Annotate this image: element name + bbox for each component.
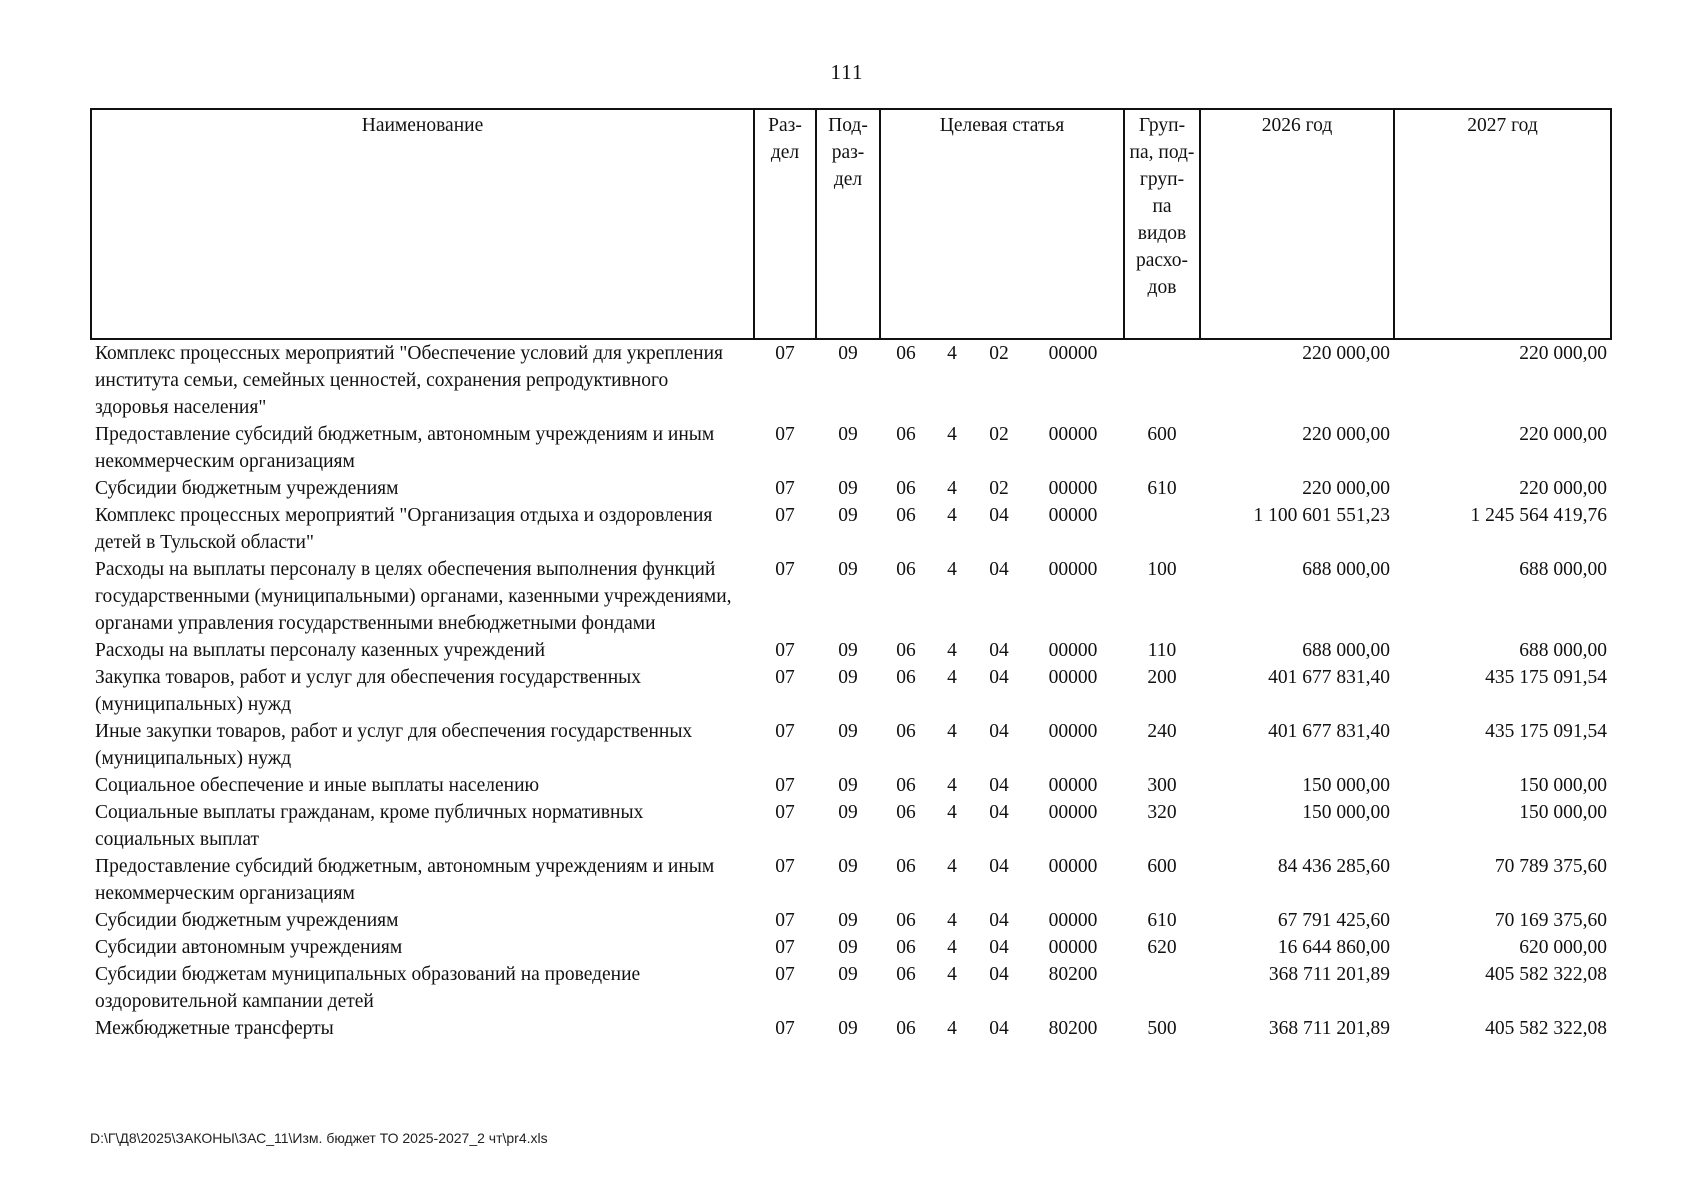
target-article-ts2: 4 bbox=[947, 505, 957, 526]
target-article-parts bbox=[882, 664, 1122, 691]
target-article-ts1: 06 bbox=[896, 478, 916, 499]
target-article-ts4: 00000 bbox=[1048, 667, 1098, 688]
row-podrazdel: 09 bbox=[838, 424, 858, 445]
row-podrazdel: 09 bbox=[838, 856, 858, 877]
row-expense-group bbox=[1124, 339, 1200, 421]
row-expense-group: 320 bbox=[1147, 802, 1177, 823]
row-razdel: 07 bbox=[775, 910, 795, 931]
row-razdel: 07 bbox=[775, 856, 795, 877]
row-name: Расходы на выплаты персоналу казенных учреждений bbox=[95, 640, 546, 661]
row-target-article bbox=[880, 637, 1124, 664]
row-target-article bbox=[880, 772, 1124, 799]
table-row bbox=[91, 421, 1611, 475]
row-name: Предоставление субсидий бюджетным, автономным учреждениям и иным некоммерческим организациям bbox=[95, 424, 715, 472]
row-expense-group: 600 bbox=[1147, 424, 1177, 445]
row-amount-2026: 368 711 201,89 bbox=[1268, 964, 1390, 985]
table-row bbox=[91, 664, 1611, 718]
target-article-ts2: 4 bbox=[947, 910, 957, 931]
row-amount-2026: 401 677 831,40 bbox=[1268, 721, 1390, 742]
row-name: Социальные выплаты гражданам, кроме публичных нормативных социальных выплат bbox=[95, 802, 644, 850]
row-razdel: 07 bbox=[775, 721, 795, 742]
target-article-ts3: 04 bbox=[989, 667, 1009, 688]
row-name: Межбюджетные трансферты bbox=[95, 1018, 334, 1039]
budget-table-container bbox=[90, 108, 1610, 1042]
row-amount-2027: 220 000,00 bbox=[1519, 424, 1607, 445]
row-podrazdel: 09 bbox=[838, 910, 858, 931]
table-body bbox=[91, 339, 1611, 1042]
row-amount-2027: 435 175 091,54 bbox=[1485, 667, 1607, 688]
row-razdel: 07 bbox=[775, 1018, 795, 1039]
row-target-article bbox=[880, 961, 1124, 1015]
target-article-ts3: 04 bbox=[989, 802, 1009, 823]
row-amount-2027: 70 169 375,60 bbox=[1494, 910, 1607, 931]
table-row bbox=[91, 1015, 1611, 1042]
row-razdel: 07 bbox=[775, 802, 795, 823]
target-article-ts2: 4 bbox=[947, 937, 957, 958]
target-article-ts4: 00000 bbox=[1048, 343, 1098, 364]
row-amount-2027: 150 000,00 bbox=[1519, 802, 1607, 823]
row-expense-group: 500 bbox=[1147, 1018, 1177, 1039]
row-razdel: 07 bbox=[775, 478, 795, 499]
row-amount-2026: 1 100 601 551,23 bbox=[1253, 505, 1390, 526]
target-article-ts2: 4 bbox=[947, 667, 957, 688]
row-podrazdel: 09 bbox=[838, 721, 858, 742]
row-razdel: 07 bbox=[775, 505, 795, 526]
target-article-ts2: 4 bbox=[947, 343, 957, 364]
row-target-article bbox=[880, 853, 1124, 907]
target-article-ts2: 4 bbox=[947, 802, 957, 823]
row-expense-group: 300 bbox=[1147, 775, 1177, 796]
target-article-ts3: 04 bbox=[989, 721, 1009, 742]
row-name: Комплекс процессных мероприятий "Обеспечение условий для укрепления института семьи, семейных ценностей, сохранения репродуктивного здоровья населения" bbox=[95, 343, 724, 418]
row-target-article bbox=[880, 934, 1124, 961]
target-article-ts1: 06 bbox=[896, 667, 916, 688]
target-article-ts1: 06 bbox=[896, 775, 916, 796]
row-amount-2027: 620 000,00 bbox=[1519, 937, 1607, 958]
target-article-ts3: 04 bbox=[989, 1018, 1009, 1039]
row-name: Расходы на выплаты персоналу в целях обеспечения выполнения функций государственными (муниципальными) органами, казенными учреждениями, органами управления государственными внебюджетными фондами bbox=[95, 559, 732, 634]
target-article-parts bbox=[882, 502, 1122, 529]
row-expense-group: 610 bbox=[1147, 478, 1177, 499]
row-podrazdel: 09 bbox=[838, 667, 858, 688]
row-target-article bbox=[880, 907, 1124, 934]
target-article-ts4: 00000 bbox=[1048, 640, 1098, 661]
row-amount-2026: 401 677 831,40 bbox=[1268, 667, 1390, 688]
target-article-parts bbox=[882, 556, 1122, 583]
target-article-parts bbox=[882, 907, 1122, 934]
row-target-article bbox=[880, 421, 1124, 475]
header-expense-group: Груп- па, под- груп- па видов расхо- дов bbox=[1124, 109, 1200, 339]
target-article-ts1: 06 bbox=[896, 802, 916, 823]
target-article-ts2: 4 bbox=[947, 721, 957, 742]
row-razdel: 07 bbox=[775, 559, 795, 580]
row-target-article bbox=[880, 799, 1124, 853]
row-amount-2026: 67 791 425,60 bbox=[1277, 910, 1390, 931]
row-target-article bbox=[880, 556, 1124, 637]
target-article-ts1: 06 bbox=[896, 856, 916, 877]
row-razdel: 07 bbox=[775, 964, 795, 985]
header-podrazdel: Под- раз- дел bbox=[816, 109, 880, 339]
header-name: Наименование bbox=[91, 109, 754, 339]
row-amount-2027: 405 582 322,08 bbox=[1485, 964, 1607, 985]
table-row bbox=[91, 637, 1611, 664]
row-podrazdel: 09 bbox=[838, 1018, 858, 1039]
target-article-ts3: 04 bbox=[989, 775, 1009, 796]
row-name: Социальное обеспечение и иные выплаты населению bbox=[95, 775, 540, 796]
target-article-ts1: 06 bbox=[896, 964, 916, 985]
target-article-parts bbox=[882, 718, 1122, 745]
target-article-ts1: 06 bbox=[896, 559, 916, 580]
footer-file-path: D:\Г\Д8\2025\ЗАКОНЫ\ЗАС_11\Изм. бюджет ТО 2025-2027_2 чт\pr4.xls bbox=[90, 1130, 548, 1146]
row-razdel: 07 bbox=[775, 937, 795, 958]
row-expense-group: 240 bbox=[1147, 721, 1177, 742]
row-amount-2026: 84 436 285,60 bbox=[1277, 856, 1390, 877]
row-expense-group: 100 bbox=[1147, 559, 1177, 580]
target-article-parts bbox=[882, 475, 1122, 502]
row-amount-2026: 220 000,00 bbox=[1302, 343, 1390, 364]
row-expense-group: 620 bbox=[1147, 937, 1177, 958]
row-podrazdel: 09 bbox=[838, 802, 858, 823]
target-article-ts2: 4 bbox=[947, 964, 957, 985]
row-amount-2026: 688 000,00 bbox=[1302, 640, 1390, 661]
row-amount-2027: 220 000,00 bbox=[1519, 478, 1607, 499]
target-article-parts bbox=[882, 934, 1122, 961]
target-article-ts1: 06 bbox=[896, 640, 916, 661]
target-article-ts1: 06 bbox=[896, 910, 916, 931]
target-article-ts1: 06 bbox=[896, 505, 916, 526]
budget-table bbox=[90, 108, 1612, 1042]
target-article-ts4: 00000 bbox=[1048, 802, 1098, 823]
row-target-article bbox=[880, 475, 1124, 502]
row-podrazdel: 09 bbox=[838, 505, 858, 526]
row-amount-2027: 435 175 091,54 bbox=[1485, 721, 1607, 742]
table-row bbox=[91, 853, 1611, 907]
target-article-ts3: 02 bbox=[989, 343, 1009, 364]
target-article-ts2: 4 bbox=[947, 478, 957, 499]
row-amount-2027: 150 000,00 bbox=[1519, 775, 1607, 796]
row-expense-group: 200 bbox=[1147, 667, 1177, 688]
row-razdel: 07 bbox=[775, 424, 795, 445]
target-article-parts bbox=[882, 853, 1122, 880]
row-name: Субсидии бюджетным учреждениям bbox=[95, 910, 399, 931]
row-target-article bbox=[880, 718, 1124, 772]
row-target-article bbox=[880, 502, 1124, 556]
table-header-row bbox=[91, 109, 1611, 339]
target-article-ts1: 06 bbox=[896, 937, 916, 958]
row-name: Комплекс процессных мероприятий "Организация отдыха и оздоровления детей в Тульской области" bbox=[95, 505, 713, 553]
row-expense-group bbox=[1124, 502, 1200, 556]
row-name: Предоставление субсидий бюджетным, автономным учреждениям и иным некоммерческим организациям bbox=[95, 856, 715, 904]
target-article-ts3: 02 bbox=[989, 478, 1009, 499]
target-article-ts2: 4 bbox=[947, 559, 957, 580]
target-article-ts3: 04 bbox=[989, 559, 1009, 580]
target-article-ts3: 04 bbox=[989, 910, 1009, 931]
target-article-ts2: 4 bbox=[947, 424, 957, 445]
row-amount-2026: 220 000,00 bbox=[1302, 424, 1390, 445]
target-article-ts4: 00000 bbox=[1048, 937, 1098, 958]
row-amount-2027: 688 000,00 bbox=[1519, 640, 1607, 661]
target-article-ts3: 04 bbox=[989, 640, 1009, 661]
target-article-ts1: 06 bbox=[896, 1018, 916, 1039]
row-expense-group: 110 bbox=[1147, 640, 1177, 661]
target-article-ts4: 00000 bbox=[1048, 856, 1098, 877]
row-podrazdel: 09 bbox=[838, 937, 858, 958]
target-article-ts4: 00000 bbox=[1048, 775, 1098, 796]
row-razdel: 07 bbox=[775, 640, 795, 661]
row-podrazdel: 09 bbox=[838, 964, 858, 985]
row-expense-group: 610 bbox=[1147, 910, 1177, 931]
row-target-article bbox=[880, 339, 1124, 421]
target-article-ts4: 80200 bbox=[1048, 964, 1098, 985]
row-name: Субсидии автономным учреждениям bbox=[95, 937, 403, 958]
row-name: Субсидии бюджетным учреждениям bbox=[95, 478, 399, 499]
target-article-ts4: 00000 bbox=[1048, 559, 1098, 580]
row-name: Субсидии бюджетам муниципальных образований на проведение оздоровительной кампании детей bbox=[95, 964, 641, 1012]
table-row bbox=[91, 799, 1611, 853]
row-amount-2027: 688 000,00 bbox=[1519, 559, 1607, 580]
row-razdel: 07 bbox=[775, 667, 795, 688]
target-article-ts4: 00000 bbox=[1048, 721, 1098, 742]
row-amount-2026: 16 644 860,00 bbox=[1277, 937, 1390, 958]
target-article-ts3: 02 bbox=[989, 424, 1009, 445]
target-article-parts bbox=[882, 421, 1122, 448]
target-article-parts bbox=[882, 340, 1122, 367]
target-article-parts bbox=[882, 1015, 1122, 1042]
header-2027: 2027 год bbox=[1394, 109, 1611, 339]
row-target-article bbox=[880, 664, 1124, 718]
target-article-ts1: 06 bbox=[896, 721, 916, 742]
row-name: Закупка товаров, работ и услуг для обеспечения государственных (муниципальных) нужд bbox=[95, 667, 642, 715]
target-article-ts4: 00000 bbox=[1048, 505, 1098, 526]
target-article-ts3: 04 bbox=[989, 937, 1009, 958]
target-article-ts2: 4 bbox=[947, 856, 957, 877]
target-article-ts4: 00000 bbox=[1048, 478, 1098, 499]
target-article-ts3: 04 bbox=[989, 505, 1009, 526]
row-expense-group: 600 bbox=[1147, 856, 1177, 877]
header-2026: 2026 год bbox=[1200, 109, 1394, 339]
row-amount-2026: 368 711 201,89 bbox=[1268, 1018, 1390, 1039]
row-amount-2026: 688 000,00 bbox=[1302, 559, 1390, 580]
target-article-ts4: 80200 bbox=[1048, 1018, 1098, 1039]
row-razdel: 07 bbox=[775, 775, 795, 796]
table-row bbox=[91, 772, 1611, 799]
table-row bbox=[91, 475, 1611, 502]
table-row bbox=[91, 556, 1611, 637]
target-article-ts1: 06 bbox=[896, 424, 916, 445]
target-article-parts bbox=[882, 637, 1122, 664]
row-podrazdel: 09 bbox=[838, 640, 858, 661]
row-amount-2026: 220 000,00 bbox=[1302, 478, 1390, 499]
target-article-ts1: 06 bbox=[896, 343, 916, 364]
table-row bbox=[91, 934, 1611, 961]
row-name: Иные закупки товаров, работ и услуг для обеспечения государственных (муниципальных) нужд bbox=[95, 721, 693, 769]
row-razdel: 07 bbox=[775, 343, 795, 364]
target-article-ts2: 4 bbox=[947, 775, 957, 796]
row-podrazdel: 09 bbox=[838, 559, 858, 580]
table-row bbox=[91, 339, 1611, 421]
row-amount-2027: 405 582 322,08 bbox=[1485, 1018, 1607, 1039]
table-row bbox=[91, 907, 1611, 934]
target-article-ts3: 04 bbox=[989, 856, 1009, 877]
table-row bbox=[91, 502, 1611, 556]
target-article-ts2: 4 bbox=[947, 1018, 957, 1039]
row-podrazdel: 09 bbox=[838, 343, 858, 364]
target-article-ts4: 00000 bbox=[1048, 910, 1098, 931]
target-article-parts bbox=[882, 961, 1122, 988]
row-podrazdel: 09 bbox=[838, 775, 858, 796]
target-article-parts bbox=[882, 772, 1122, 799]
target-article-ts2: 4 bbox=[947, 640, 957, 661]
table-row bbox=[91, 961, 1611, 1015]
row-podrazdel: 09 bbox=[838, 478, 858, 499]
row-expense-group bbox=[1124, 961, 1200, 1015]
row-amount-2026: 150 000,00 bbox=[1302, 775, 1390, 796]
table-row bbox=[91, 718, 1611, 772]
row-amount-2026: 150 000,00 bbox=[1302, 802, 1390, 823]
target-article-parts bbox=[882, 799, 1122, 826]
row-target-article bbox=[880, 1015, 1124, 1042]
target-article-ts4: 00000 bbox=[1048, 424, 1098, 445]
page-number: 111 bbox=[830, 60, 864, 84]
header-razdel: Раз- дел bbox=[754, 109, 816, 339]
target-article-ts3: 04 bbox=[989, 964, 1009, 985]
row-amount-2027: 220 000,00 bbox=[1519, 343, 1607, 364]
header-target-article: Целевая статья bbox=[880, 109, 1124, 339]
row-amount-2027: 1 245 564 419,76 bbox=[1470, 505, 1607, 526]
row-amount-2027: 70 789 375,60 bbox=[1494, 856, 1607, 877]
